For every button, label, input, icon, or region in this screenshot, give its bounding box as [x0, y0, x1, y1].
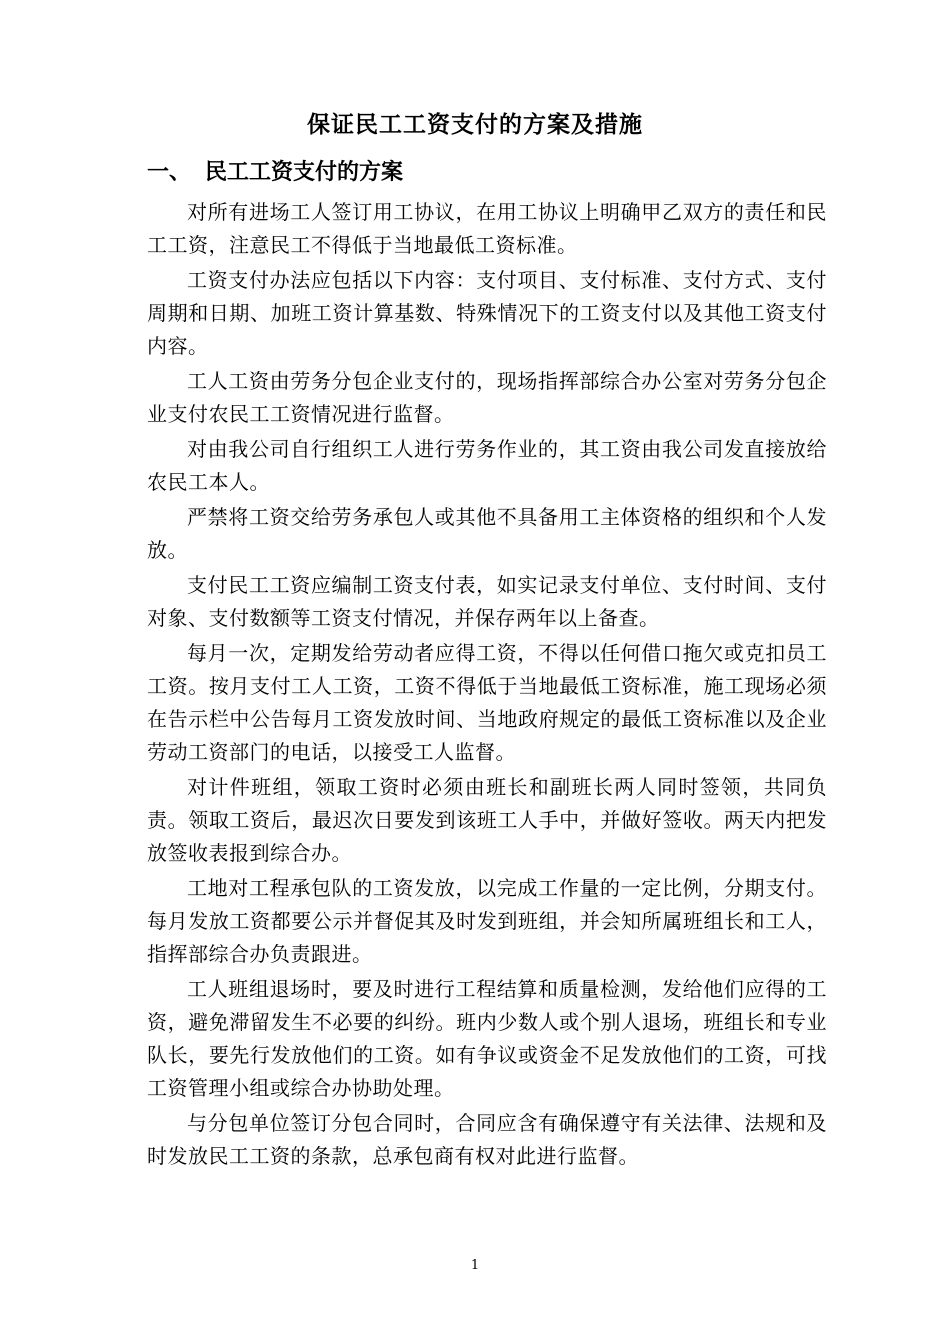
paragraph: 严禁将工资交给劳务承包人或其他不具备用工主体资格的组织和个人发放。: [147, 505, 827, 562]
paragraph: 与分包单位签订分包合同时，合同应含有确保遵守有关法律、法规和及时发放民工工资的条款，总承包商有权对此进行监督。: [147, 1111, 827, 1168]
page-number: 1: [470, 1258, 480, 1273]
paragraph: 工人工资由劳务分包企业支付的，现场指挥部综合办公室对劳务分包企业支付农民工工资情况进行监督。: [147, 369, 827, 426]
section-number: 一、: [147, 160, 192, 185]
document-title: 保证民工工资支付的方案及措施: [307, 112, 643, 138]
section-heading-text: 民工工资支付的方案: [205, 160, 404, 185]
paragraph: 工人班组退场时，要及时进行工程结算和质量检测，发给他们应得的工资，避免滞留发生不必要的纠纷。班内少数人或个别人退场，班组长和专业队长，要先行发放他们的工资。如有争议或资金不足发放他们的工资，可找工资管理小组或综合办协助处理。: [147, 977, 827, 1100]
paragraph: 对计件班组，领取工资时必须由班长和副班长两人同时签领，共同负责。领取工资后，最迟次日要发到该班工人手中，并做好签收。两天内把发放签收表报到综合办。: [147, 775, 827, 865]
paragraph: 对所有进场工人签订用工协议，在用工协议上明确甲乙双方的责任和民工工资，注意民工不得低于当地最低工资标准。: [147, 200, 827, 257]
document-body: [147, 196, 827, 1175]
paragraph: 对由我公司自行组织工人进行劳务作业的，其工资由我公司发直接放给农民工本人。: [147, 437, 827, 494]
paragraph: 工地对工程承包队的工资发放，以完成工作量的一定比例，分期支付。每月发放工资都要公示并督促其及时发到班组，并会知所属班组长和工人，指挥部综合办负责跟进。: [147, 876, 827, 966]
paragraph: 支付民工工资应编制工资支付表，如实记录支付单位、支付时间、支付对象、支付数额等工资支付情况，并保存两年以上备查。: [147, 573, 827, 630]
paragraph: 每月一次，定期发给劳动者应得工资，不得以任何借口拖欠或克扣员工工资。按月支付工人工资，工资不得低于当地最低工资标准，施工现场必须在告示栏中公告每月工资发放时间、当地政府规定的最低工资标准以及企业劳动工资部门的电话，以接受工人监督。: [147, 641, 827, 764]
section-heading: [147, 156, 403, 190]
paragraph: 工资支付办法应包括以下内容：支付项目、支付标准、支付方式、支付周期和日期、加班工资计算基数、特殊情况下的工资支付以及其他工资支付内容。: [147, 268, 827, 358]
